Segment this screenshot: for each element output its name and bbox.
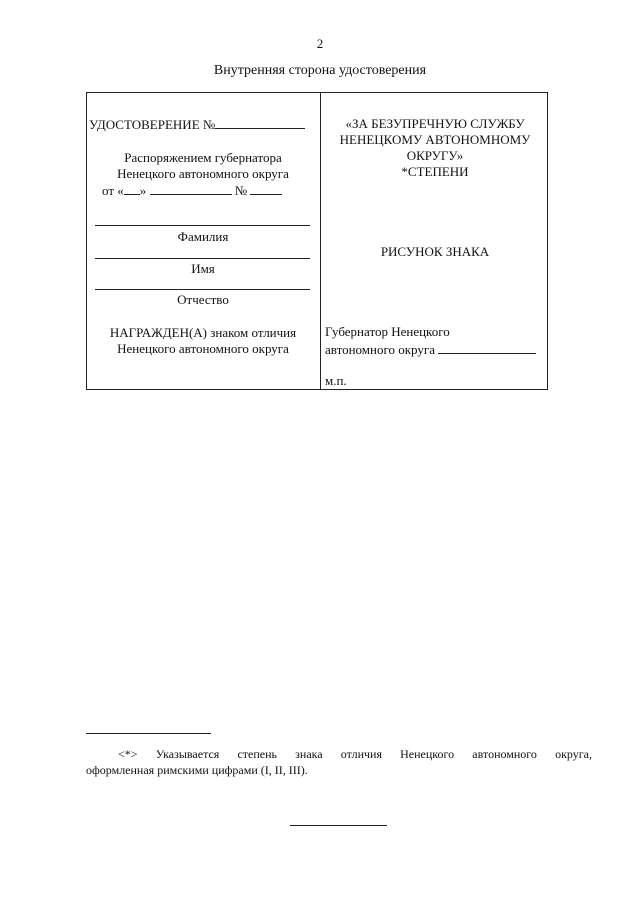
page-number: 2: [316, 36, 324, 51]
certificate-number-line: [89, 116, 305, 132]
date-month-blank: [150, 182, 232, 195]
footnote-separator: [86, 733, 211, 734]
awarded-line-2: Ненецкого автономного округа: [117, 341, 289, 356]
award-name-line-2: НЕНЕЦКОМУ АВТОНОМНОМУ: [339, 132, 531, 147]
patronymic-line: [95, 289, 310, 290]
certificate-divider: [320, 92, 321, 390]
footnote: [86, 746, 592, 778]
award-degree: *СТЕПЕНИ: [401, 164, 469, 179]
governor-signature-blank: [438, 341, 536, 354]
surname-label: Фамилия: [177, 229, 229, 244]
certificate-number-blank: [215, 116, 305, 129]
number-sign: №: [234, 183, 248, 198]
governor-line-2: [325, 341, 536, 357]
order-number-blank: [250, 182, 282, 195]
seal-label: м.п.: [325, 373, 347, 388]
page-heading: Внутренняя сторона удостоверения: [213, 63, 427, 78]
date-day-blank: [124, 182, 140, 195]
certificate-title: УДОСТОВЕРЕНИЕ №: [89, 117, 216, 132]
bottom-rule: [290, 825, 387, 826]
name-label: Имя: [191, 261, 215, 276]
footnote-line-1: <*> Указывается степень знака отличия Ненецкого автономного округа,: [118, 747, 592, 761]
order-line-1: Распоряжением губернатора: [124, 150, 282, 165]
order-line-2: Ненецкого автономного округа: [117, 166, 289, 181]
award-name-line-3: ОКРУГУ»: [406, 148, 464, 163]
date-mid-quote: »: [139, 183, 147, 198]
name-line: [95, 258, 310, 259]
order-date-line: [102, 182, 282, 198]
date-from-label: от «: [102, 183, 124, 198]
patronymic-label: Отчество: [177, 292, 229, 307]
badge-picture-placeholder: РИСУНОК ЗНАКА: [380, 244, 490, 259]
governor-line-1: Губернатор Ненецкого: [325, 324, 450, 339]
governor-line-2-text: автономного округа: [325, 342, 435, 357]
footnote-line-2: оформленная римскими цифрами (I, II, III).: [86, 763, 308, 777]
award-name-line-1: «ЗА БЕЗУПРЕЧНУЮ СЛУЖБУ: [345, 116, 525, 131]
awarded-line-1: НАГРАЖДЕН(А) знаком отличия: [109, 325, 297, 340]
surname-line: [95, 225, 310, 226]
